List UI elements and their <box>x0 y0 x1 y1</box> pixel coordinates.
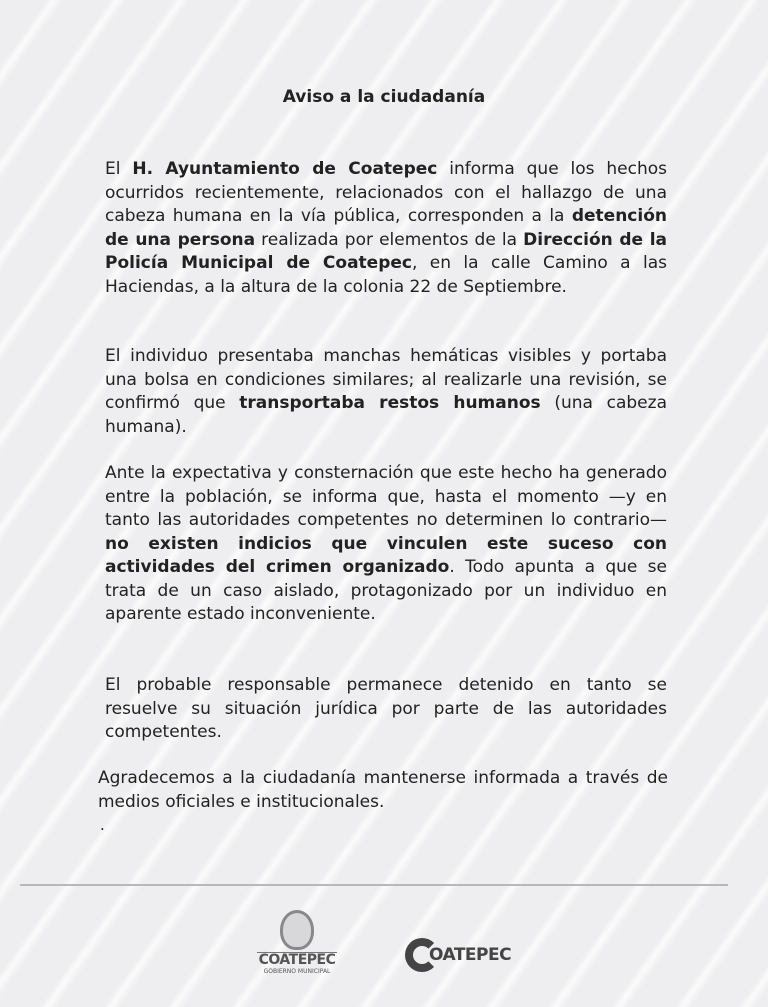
paragraph-4 <box>105 674 667 745</box>
brand-name: OATEPEC <box>429 945 512 965</box>
trailing-dot: . <box>100 816 105 834</box>
text-segment: , en la calle Camino a las Haciendas, a la altura de la colonia 22 de Septiembre. <box>105 253 668 297</box>
text-segment: Ante la expectativa y consternación que este hecho ha generado entre la población, se informa que, hasta el momento —y en tanto las autoridades competentes no determinen lo contrario— <box>105 463 667 530</box>
coat-of-arms-icon <box>280 910 314 950</box>
logo-subtitle: GOBIERNO MUNICIPAL <box>263 968 331 975</box>
bold-text: no existen indicios que vinculen este suceso con actividades del crimen organizado <box>105 533 667 577</box>
paragraph-1 <box>105 158 667 299</box>
logo-name: COATEPEC <box>258 952 336 968</box>
text-segment: . Todo apunta a que se trata de un caso aislado, protagonizado por un individuo en aparente estado inconveniente. <box>105 557 667 624</box>
paragraph-3 <box>105 462 667 627</box>
bold-text: H. Ayuntamiento de Coatepec <box>132 159 438 179</box>
text-segment: informa que los hechos ocurridos recientemente, relacionados con el hallazgo de una cabeza humana en la vía pública, corresponden a la <box>105 159 667 226</box>
bold-text: transportaba restos humanos <box>239 393 541 413</box>
bold-text: detención de una persona <box>105 206 667 250</box>
text-segment: realizada por elementos de la <box>255 229 524 250</box>
text-segment: El probable responsable permanece detenido en tanto se resuelve su situación jurídica por parte de las autoridades competentes. <box>105 675 667 742</box>
divider <box>20 884 728 886</box>
text-segment: El <box>105 159 133 179</box>
paragraph-2 <box>105 345 667 439</box>
text-segment: Agradecemos a la ciudadanía mantenerse informada a través de medios oficiales e institucionales. <box>98 768 668 812</box>
text-segment: (una cabeza humana). <box>105 393 667 437</box>
bold-text: Dirección de la Policía Municipal de Coatepec <box>105 229 667 273</box>
municipal-government-logo <box>257 910 337 980</box>
notice-title: Aviso a la ciudadanía <box>282 87 486 107</box>
closing-paragraph <box>98 767 668 814</box>
coatepec-brand-logo <box>405 932 511 978</box>
text-segment: El individuo presentaba manchas hemáticas visibles y portaba una bolsa en condiciones similares; al realizarle una revisión, se confirmó que <box>105 346 667 413</box>
